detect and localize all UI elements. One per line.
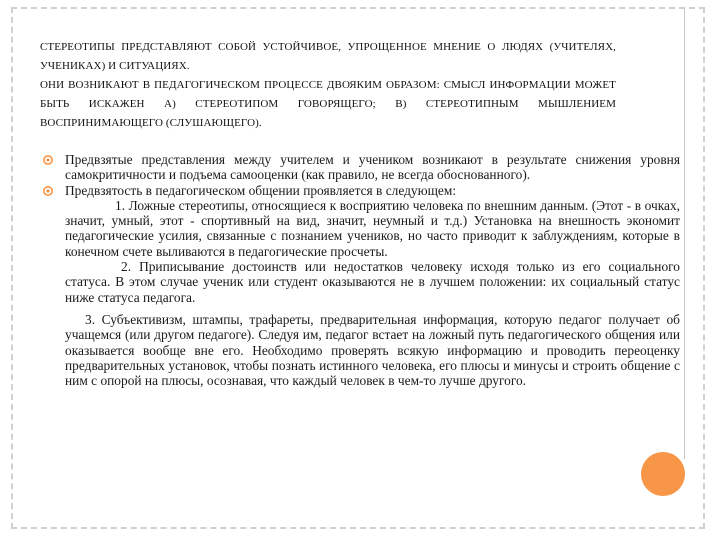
bullet-text: Предвзятые представления между учителем и учеником возникают в результате снижения уровня самокритичности и подъема самооценки (как правило, не всегда обоснованного). <box>65 152 680 183</box>
bullet-item-preconceptions <box>40 152 680 183</box>
bullet-list <box>40 152 680 388</box>
orange-ring-bullet-icon <box>42 185 54 197</box>
orange-ring-bullet-icon <box>42 154 54 166</box>
bullet-lead: Предвзятость в педагогическом общении проявляется в следующем: <box>65 182 457 198</box>
bias-item-1: 1. Ложные стереотипы, относящиеся к восприятию человека по внешним данным. (Этот - в очках, значит, умный, этот - спортивный на вид, значит, неумный и т.д.) Установка на внешность экономит педагогические усилия, связанные с познанием учеников, но часто приводит к заблуждениям, которые в конечном счете выливаются в педагогические просчеты. <box>65 197 680 259</box>
bullet-item-bias <box>40 183 680 305</box>
bias-item-3: 3. Субъективизм, штампы, трафареты, предварительная информация, которую педагог получает об учащемся (или другом педагоге). Следуя им, педагог встает на ложный путь педагогического общения или оказывается вообще вне его. Необходимо проверять всякую информацию и проводить переоценку предварительных установок, чтобы познать истинного человека, его плюсы и минусы и строить общение с ним с опорой на плюсы, осознавая, что каждый человек в чем-то лучше другого. <box>65 311 680 389</box>
accent-circle <box>641 452 685 496</box>
intro-explanation: ОНИ ВОЗНИКАЮТ В ПЕДАГОГИЧЕСКОМ ПРОЦЕССЕ ДВОЯКИМ ОБРАЗОМ: СМЫСЛ ИНФОРМАЦИИ МОЖЕТ БЫТЬ ИСКАЖЕН А) СТЕРЕОТИПОМ ГОВОРЯЩЕГО; В) СТЕРЕОТИПНЫМ МЫШЛЕНИЕМ ВОСПРИНИМАЮЩЕГО (СЛУШАЮЩЕГО). <box>40 79 616 129</box>
intro-definition: СТЕРЕОТИПЫ ПРЕДСТАВЛЯЮТ СОБОЙ УСТОЙЧИВОЕ, УПРОЩЕННОЕ МНЕНИЕ О ЛЮДЯХ (УЧИТЕЛЯХ, УЧЕНИКАХ) И СИТУАЦИЯХ. <box>40 41 616 72</box>
intro-block <box>40 38 616 133</box>
bias-item-2: 2. Приписывание достоинств или недостатков человеку исходя только из его социального статуса. В этом случае ученик или студент оказываются не в лучшем положении: их социальный статус ниже статуса педагога. <box>65 259 680 305</box>
accent-vertical-line <box>684 9 685 459</box>
spacer <box>40 305 680 311</box>
